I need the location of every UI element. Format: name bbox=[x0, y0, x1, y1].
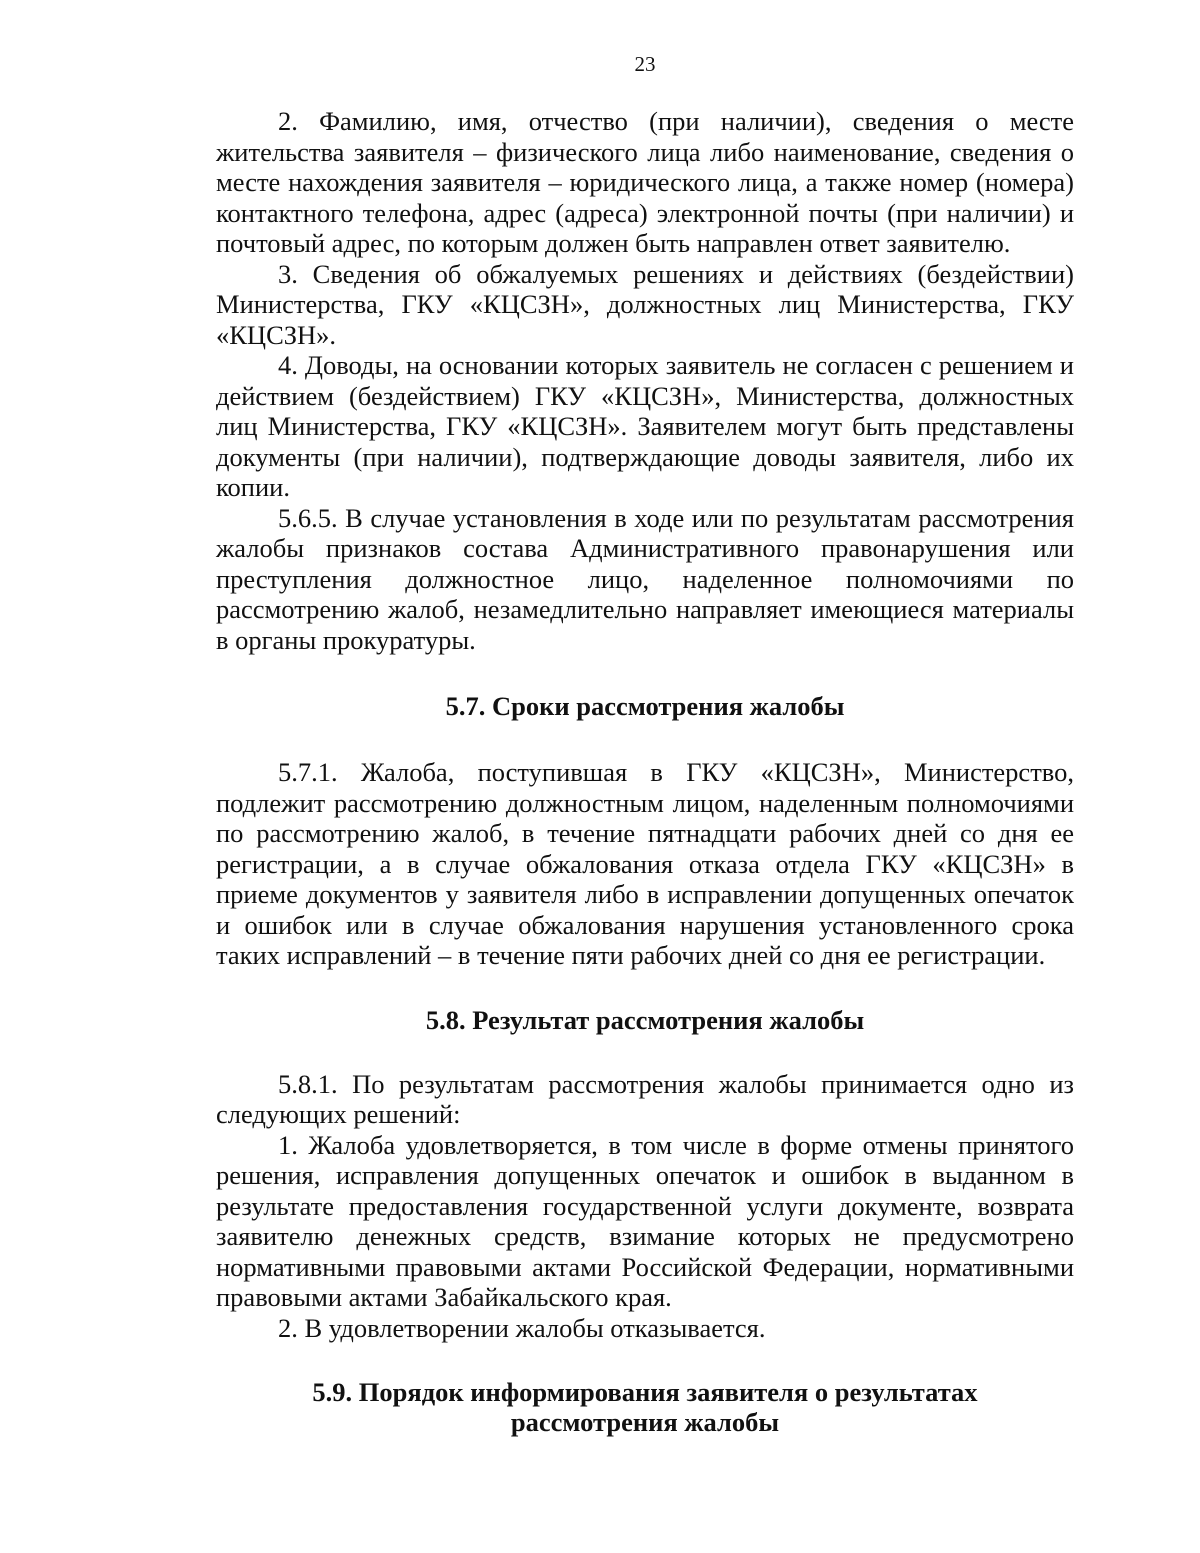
paragraph-5-6-5: 5.6.5. В случае установления в ходе или по результатам рассмотрения жалобы признаков состава Административного правонарушения или преступления должностное лицо, наделенное полномочиями по рассмотрению жалоб, незамедлительно направляет имеющиеся материалы в органы прокуратуры. bbox=[216, 502, 1074, 655]
section-heading-5-9 bbox=[216, 1377, 1074, 1437]
document-body bbox=[216, 106, 1074, 1437]
paragraph-decision-satisfied: 1. Жалоба удовлетворяется, в том числе в форме отмены принятого решения, исправления допущенных опечаток и ошибок в выданном в результате предоставления государственной услуги документе, возврата заявителю денежных средств, взимание которых не предусмотрено нормативными правовыми актами Российской Федерации, нормативными правовыми актами Забайкальского края. bbox=[216, 1129, 1074, 1312]
paragraph-arguments: 4. Доводы, на основании которых заявитель не согласен с решением и действием (бездействием) ГКУ «КЦСЗН», Министерства, должностных лиц Министерства, ГКУ «КЦСЗН». Заявителем могут быть представлены документы (при наличии), подтверждающие доводы заявителя, либо их копии. bbox=[216, 350, 1074, 502]
section-heading-5-7: 5.7. Сроки рассмотрения жалобы bbox=[445, 691, 845, 721]
section-heading-5-8: 5.8. Результат рассмотрения жалобы bbox=[425, 1004, 865, 1035]
paragraph-5-8-1: 5.8.1. По результатам рассмотрения жалобы принимается одно из следующих решений: bbox=[216, 1068, 1074, 1129]
paragraph-appealed-decisions: 3. Сведения об обжалуемых решениях и действиях (бездействии) Министерства, ГКУ «КЦСЗН», должностных лиц Министерства, ГКУ «КЦСЗН». bbox=[216, 258, 1074, 350]
section-heading-5-9-line2: рассмотрения жалобы bbox=[510, 1407, 780, 1437]
paragraph-applicant-details: 2. Фамилию, имя, отчество (при наличии), сведения о месте жительства заявителя – физического лица либо наименование, сведения о месте нахождения заявителя – юридического лица, а также номер (номера) контактного телефона, адрес (адреса) электронной почты (при наличии) и почтовый адрес, по которым должен быть направлен ответ заявителю. bbox=[216, 106, 1074, 258]
section-heading-5-9-line1: 5.9. Порядок информирования заявителя о результатах bbox=[312, 1377, 978, 1407]
page-number: 23 bbox=[634, 52, 656, 76]
paragraph-decision-refused: 2. В удовлетворении жалобы отказывается. bbox=[278, 1312, 766, 1343]
paragraph-5-7-1: 5.7.1. Жалоба, поступившая в ГКУ «КЦСЗН», Министерство, подлежит рассмотрению должностным лицом, наделенным полномочиями по рассмотрению жалоб, в течение пятнадцати рабочих дней со дня ее регистрации, а в случае обжалования отказа отдела ГКУ «КЦСЗН» в приеме документов у заявителя либо в исправлении допущенных опечаток и ошибок или в случае обжалования нарушения установленного срока таких исправлений – в течение пяти рабочих дней со дня ее регистрации. bbox=[216, 757, 1074, 970]
